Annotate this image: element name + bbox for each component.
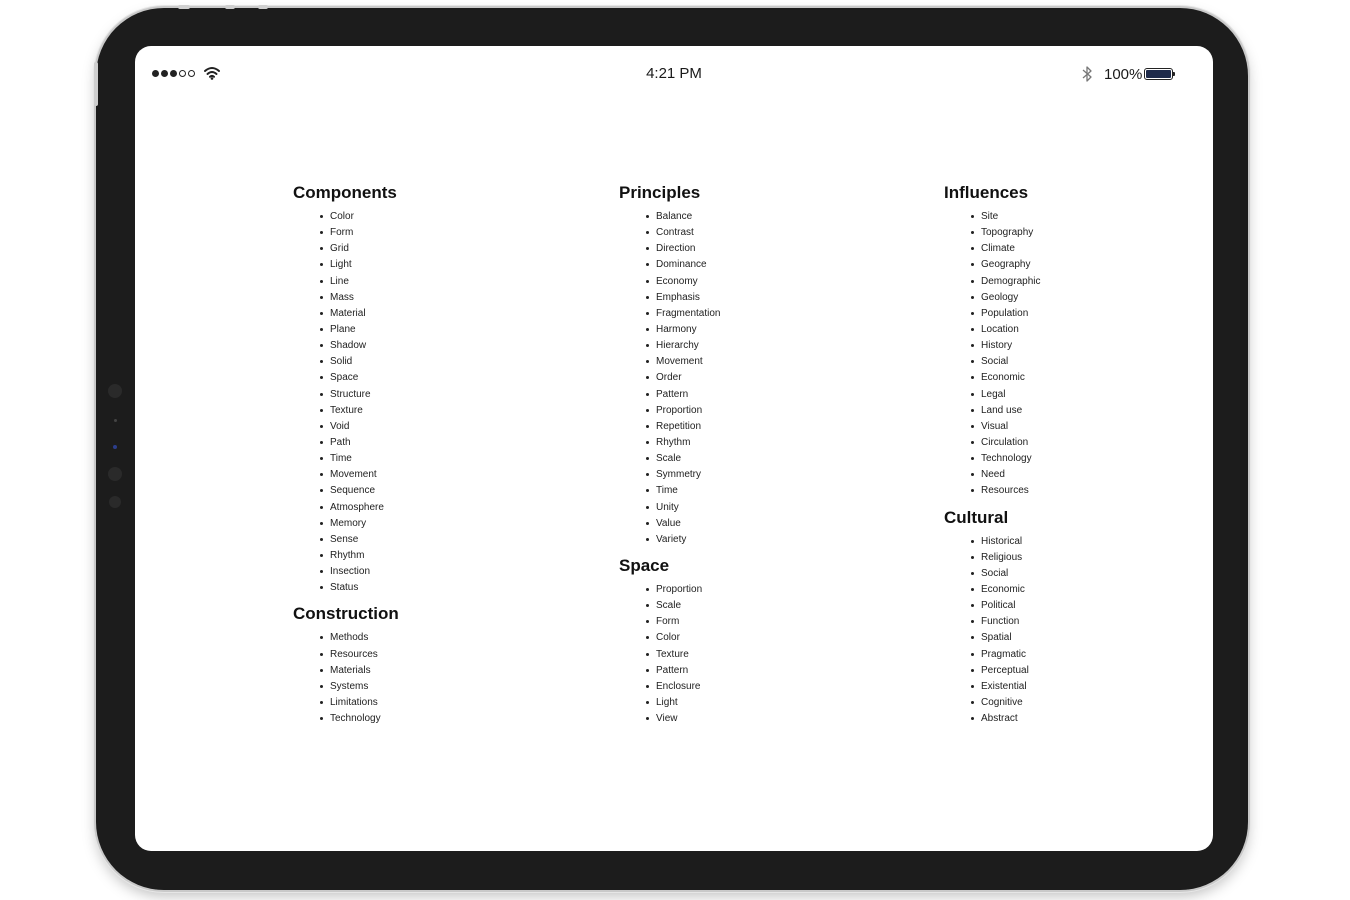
section-title: Influences [944,183,1029,202]
list-item: Climate [944,241,1213,257]
section-list [619,209,919,548]
list-item: Variety [619,532,919,548]
section-list [293,209,593,596]
list-item: Resources [944,483,1213,499]
section-title: Components [293,183,397,202]
list-item: Time [293,451,593,467]
column-3 [944,182,1213,734]
list-item: Spatial [944,630,1213,646]
list-item: Mass [293,290,593,306]
list-item: Need [944,467,1213,483]
list-item: Memory [293,516,593,532]
list-item: Enclosure [619,679,919,695]
list-item: Structure [293,387,593,403]
list-item: Economy [619,274,919,290]
camera-sensor [108,384,122,398]
side-button [94,62,98,106]
list-item: Insection [293,564,593,580]
list-item: Space [293,370,593,386]
list-item: Materials [293,663,593,679]
list-item: Scale [619,451,919,467]
list-item: Technology [944,451,1213,467]
list-item: Social [944,566,1213,582]
list-item: Religious [944,550,1213,566]
list-item: Repetition [619,419,919,435]
list-item: Land use [944,403,1213,419]
list-item: Pattern [619,387,919,403]
list-item: Direction [619,241,919,257]
list-item: Function [944,614,1213,630]
list-item: Rhythm [293,548,593,564]
list-item: Sequence [293,483,593,499]
list-item: Grid [293,241,593,257]
list-item: Form [619,614,919,630]
list-item: Dominance [619,257,919,273]
list-item: Population [944,306,1213,322]
list-item: Emphasis [619,290,919,306]
list-item: Political [944,598,1213,614]
list-item: Economic [944,370,1213,386]
column-2 [619,182,919,734]
section-list [619,582,919,727]
list-item: Harmony [619,322,919,338]
list-item: Form [293,225,593,241]
top-button-center [225,5,235,9]
list-item: Line [293,274,593,290]
top-button-right [258,5,268,9]
list-item: Void [293,419,593,435]
list-item: Time [619,483,919,499]
list-item: Color [293,209,593,225]
list-item: Location [944,322,1213,338]
list-item: Shadow [293,338,593,354]
list-item: Value [619,516,919,532]
screen [135,46,1213,851]
battery-percent: 100% [1104,66,1143,83]
list-item: Sense [293,532,593,548]
list-item: Order [619,370,919,386]
list-item: Site [944,209,1213,225]
list-item: Texture [293,403,593,419]
list-item: Abstract [944,711,1213,727]
list-item: History [944,338,1213,354]
list-item: Pattern [619,663,919,679]
bluetooth-icon [1081,65,1093,83]
list-item: Legal [944,387,1213,403]
list-item: Economic [944,582,1213,598]
list-item: Contrast [619,225,919,241]
list-item: Texture [619,647,919,663]
list-item: Unity [619,500,919,516]
list-item: Technology [293,711,593,727]
list-item: Methods [293,630,593,646]
list-item: Resources [293,647,593,663]
top-button-left [178,5,190,9]
section-list [944,534,1213,728]
list-item: Solid [293,354,593,370]
list-item: Scale [619,598,919,614]
list-item: Light [619,695,919,711]
list-item: Pragmatic [944,647,1213,663]
list-item: Systems [293,679,593,695]
section-list [293,630,593,727]
list-item: Plane [293,322,593,338]
section-title: Cultural [944,507,1009,527]
section-title: Principles [619,183,701,202]
camera-sensor [113,445,117,449]
list-item: Social [944,354,1213,370]
list-item: Movement [619,354,919,370]
list-item: Perceptual [944,663,1213,679]
list-item: Rhythm [619,435,919,451]
list-item: Geology [944,290,1213,306]
list-item: Proportion [619,403,919,419]
camera-sensor [114,419,117,422]
list-item: Historical [944,534,1213,550]
section-list [944,209,1213,500]
list-item: Cognitive [944,695,1213,711]
list-item: View [619,711,919,727]
list-item: Symmetry [619,467,919,483]
list-item: Demographic [944,274,1213,290]
list-item: Color [619,630,919,646]
column-1 [293,182,593,734]
list-item: Movement [293,467,593,483]
list-item: Proportion [619,582,919,598]
list-item: Light [293,257,593,273]
list-item: Existential [944,679,1213,695]
list-item: Geography [944,257,1213,273]
status-time: 4:21 PM [646,65,702,82]
list-item: Topography [944,225,1213,241]
list-item: Balance [619,209,919,225]
list-item: Fragmentation [619,306,919,322]
battery-icon [1144,68,1173,80]
list-item: Circulation [944,435,1213,451]
list-item: Path [293,435,593,451]
battery-cap [1173,72,1175,76]
camera-sensor [109,496,121,508]
list-item: Status [293,580,593,596]
camera-sensor [108,467,122,481]
list-item: Hierarchy [619,338,919,354]
section-title: Space [619,555,670,575]
list-item: Material [293,306,593,322]
list-item: Atmosphere [293,500,593,516]
section-title: Construction [293,604,399,624]
list-item: Limitations [293,695,593,711]
list-item: Visual [944,419,1213,435]
status-bar [135,46,1213,104]
